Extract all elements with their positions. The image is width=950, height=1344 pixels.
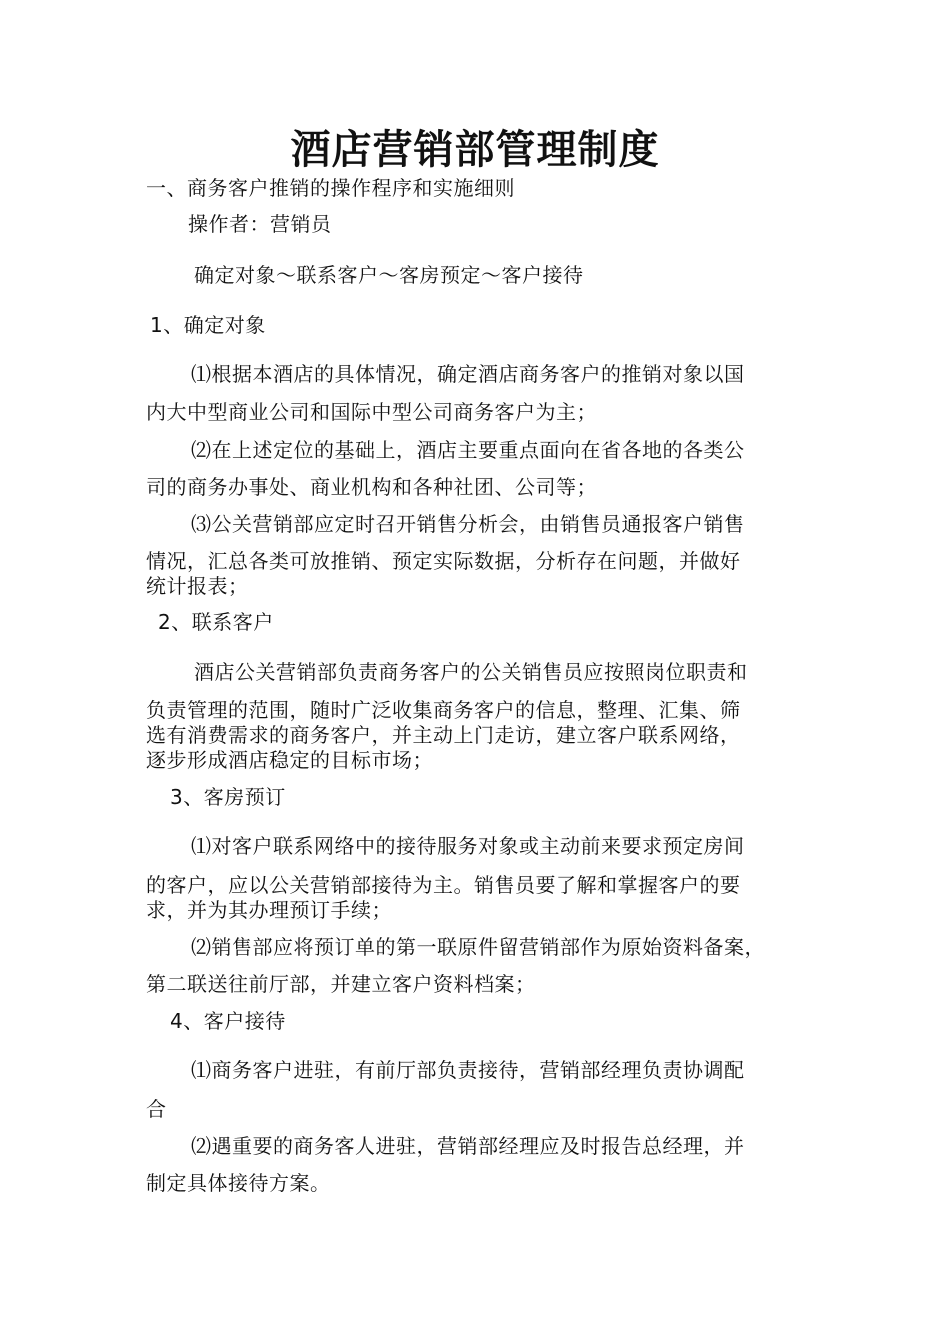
paragraph-line: ⑴对客户联系网络中的接待服务对象或主动前来要求预定房间 [191, 834, 745, 858]
paragraph-line: 合 [146, 1097, 167, 1121]
subsection-heading-2: 2、联系客户 [158, 610, 274, 634]
paragraph-line: 统计报表； [146, 574, 249, 598]
paragraph-line: 第二联送往前厅部，并建立客户资料档案； [146, 972, 536, 996]
paragraph-line: 选有消费需求的商务客户，并主动上门走访，建立客户联系网络， [146, 723, 741, 747]
paragraph-line: 司的商务办事处、商业机构和各种社团、公司等； [146, 475, 597, 499]
paragraph-line: 制定具体接待方案。 [146, 1171, 331, 1195]
subsection-heading-3: 3、客房预订 [170, 785, 286, 809]
paragraph-line: 求，并为其办理预订手续； [146, 898, 392, 922]
operator-line: 操作者：营销员 [188, 212, 332, 236]
process-flow-line: 确定对象～联系客户～客房预定～客户接待 [194, 263, 584, 287]
paragraph-line: ⑶公关营销部应定时召开销售分析会，由销售员通报客户销售 [191, 512, 745, 536]
paragraph-line: ⑵在上述定位的基础上，酒店主要重点面向在省各地的各类公 [191, 438, 745, 462]
paragraph-line: ⑴根据本酒店的具体情况，确定酒店商务客户的推销对象以国 [191, 362, 745, 386]
paragraph-line: 内大中型商业公司和国际中型公司商务客户为主； [146, 400, 597, 424]
paragraph-line: ⑴商务客户进驻，有前厅部负责接待，营销部经理负责协调配 [191, 1058, 745, 1082]
paragraph-line: 情况，汇总各类可放推销、预定实际数据，分析存在问题，并做好 [146, 549, 741, 573]
section-one-heading: 一、商务客户推销的操作程序和实施细则 [146, 176, 515, 200]
paragraph-line: ⑵遇重要的商务客人进驻，营销部经理应及时报告总经理，并 [191, 1134, 745, 1158]
paragraph-line: ⑵销售部应将预订单的第一联原件留营销部作为原始资料备案， [191, 935, 765, 959]
paragraph-line: 酒店公关营销部负责商务客户的公关销售员应按照岗位职责和 [194, 660, 748, 684]
paragraph-line: 逐步形成酒店稳定的目标市场； [146, 748, 433, 772]
subsection-heading-4: 4、客户接待 [170, 1009, 286, 1033]
document-title: 酒店营销部管理制度 [290, 126, 660, 173]
subsection-heading-1: 1、确定对象 [150, 313, 266, 337]
paragraph-line: 的客户，应以公关营销部接待为主。销售员要了解和掌握客户的要 [146, 873, 741, 897]
paragraph-line: 负责管理的范围，随时广泛收集商务客户的信息，整理、汇集、筛 [146, 698, 741, 722]
